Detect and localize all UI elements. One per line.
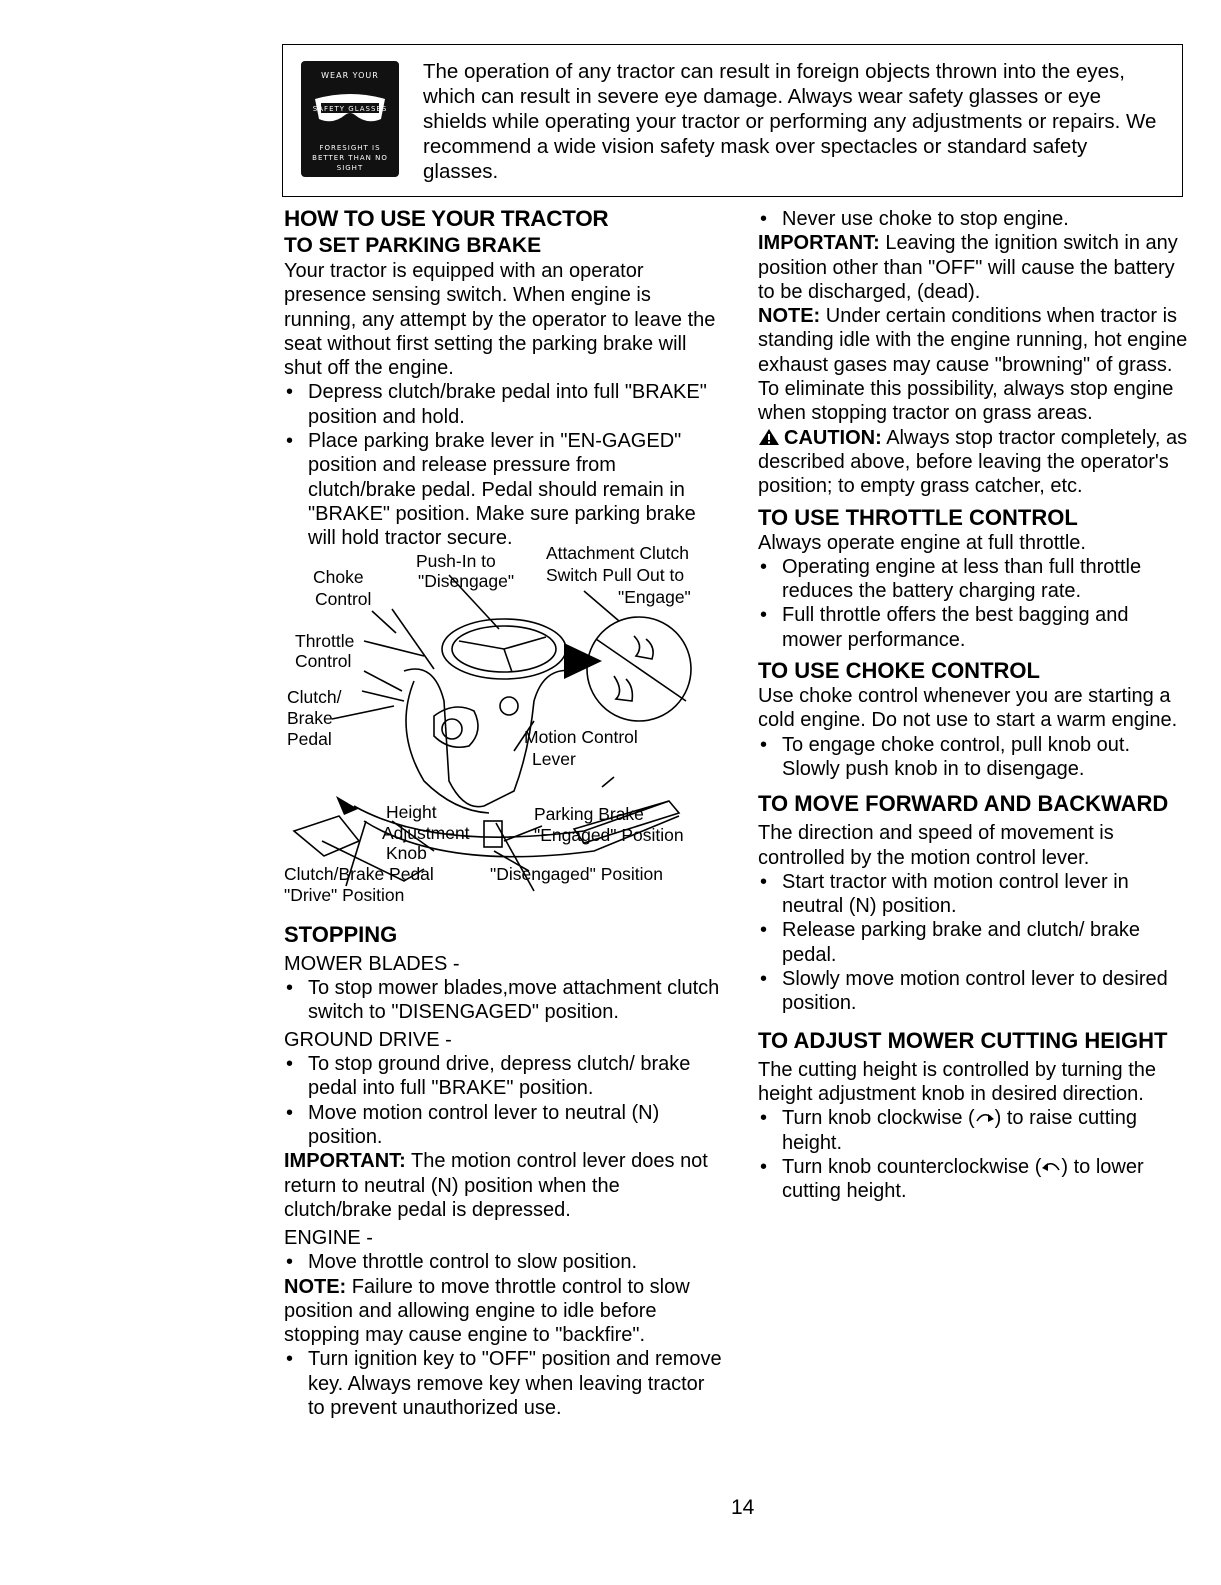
icon-caption-top: WEAR YOUR: [321, 71, 379, 80]
right-column: [758, 207, 1188, 1203]
list-item: • Depress clutch/brake pedal into full "BRAKE" position and hold.: [284, 380, 724, 429]
height-heading: TO ADJUST MOWER CUTTING HEIGHT: [758, 1027, 1168, 1053]
label-lever: Lever: [532, 748, 576, 769]
parking-brake-heading: TO SET PARKING BRAKE: [284, 234, 542, 257]
list-item: • Never use choke to stop engine.: [758, 207, 1188, 231]
list-item: • Move throttle control to slow position.: [284, 1250, 724, 1274]
throttle-intro: Always operate engine at full throttle.: [758, 531, 1086, 554]
important-note: [284, 1149, 724, 1222]
icon-caption-mid: SAFETY GLASSES: [312, 105, 388, 113]
list-item: [758, 1155, 1188, 1204]
label-choke-control: Control: [315, 588, 372, 609]
warning-text: The operation of any tractor can result in foreign objects thrown into the eyes, which can result in severe eye damage. Always wear safety glasses or eye shields while operating your tractor or performing any adjustments or repairs. We recommend a wide vision safety mask over spectacles or standard safety glasses.: [423, 60, 1157, 183]
label-engage: "Engage": [618, 586, 691, 607]
note-label: NOTE:: [284, 1275, 347, 1298]
caution-icon: [758, 428, 780, 446]
move-intro: The direction and speed of movement is controlled by the motion control lever.: [758, 822, 1114, 869]
list-item: • To stop ground drive, depress clutch/ brake pedal into full "BRAKE" position.: [284, 1052, 724, 1101]
caution-label: CAUTION:: [784, 426, 882, 449]
engine-note: [284, 1275, 724, 1348]
caution-text: Always stop tractor completely, as described above, before leaving the operator's position; to empty grass catcher, etc.: [758, 426, 1188, 498]
parking-bullets: [284, 380, 724, 550]
important-label: IMPORTANT:: [758, 232, 880, 255]
tractor-controls-diagram: [284, 542, 724, 916]
note-text: Failure to move throttle control to slow position and allowing engine to idle before stopping may cause engine to "backfire".: [284, 1275, 690, 1347]
height-intro: The cutting height is controlled by turning the height adjustment knob in desired direction.: [758, 1058, 1157, 1105]
mower-bullets: [284, 976, 724, 1025]
safety-warning-box: [282, 44, 1183, 197]
label-knob: Knob: [386, 842, 427, 863]
label-throttle-control: Control: [295, 650, 352, 671]
engine-label: ENGINE -: [284, 1227, 373, 1250]
label-disengage: "Disengage": [418, 570, 515, 591]
list-item: • To engage choke control, pull knob out. Slowly push knob in to disengage.: [758, 733, 1188, 782]
engine-bullets-2: [284, 1347, 724, 1420]
height-b1-b: ) to raise cutting height.: [782, 1107, 1137, 1154]
height-b2-a: Turn knob counterclockwise (: [782, 1155, 1042, 1178]
throttle-bullets: [758, 555, 1188, 652]
right-note: [758, 304, 1188, 425]
section-title: HOW TO USE YOUR TRACTOR: [284, 206, 609, 231]
throttle-heading: TO USE THROTTLE CONTROL: [758, 504, 1078, 530]
list-item: • Move motion control lever to neutral (N) position.: [284, 1101, 724, 1150]
label-pedal: Pedal: [287, 728, 332, 749]
label-throttle: Throttle: [295, 630, 355, 651]
note-label: NOTE:: [758, 305, 821, 328]
list-item: • Slowly move motion control lever to desired position.: [758, 967, 1188, 1016]
choke-warning-bullet: [758, 207, 1188, 231]
label-engaged-position: "Engaged" Position: [534, 824, 684, 845]
parking-intro: Your tractor is equipped with an operator presence sensing switch. When engine is running, any attempt by the operator to leave the seat without first setting the parking brake will shut off the engine.: [284, 260, 716, 380]
height-bullets: [758, 1106, 1188, 1203]
list-item: [758, 1106, 1188, 1155]
stopping-heading: STOPPING: [284, 921, 398, 947]
label-drive-position: "Drive" Position: [284, 884, 405, 905]
label-clutch-brake-pedal: Clutch/Brake Pedal: [284, 863, 434, 884]
height-b1-a: Turn knob clockwise (: [782, 1107, 975, 1130]
choke-intro: Use choke control whenever you are starting a cold engine. Do not use to start a warm engine.: [758, 685, 1178, 732]
label-brake: Brake: [287, 707, 333, 728]
label-disengaged-position: "Disengaged" Position: [490, 863, 663, 884]
caution-note: [758, 426, 1188, 499]
important-text: The motion control lever does not return to neutral (N) position when the clutch/brake pedal is depressed.: [284, 1150, 708, 1221]
important-label: IMPORTANT:: [284, 1150, 406, 1173]
icon-caption-bottom: FORESIGHT IS BETTER THAN NO SIGHT: [312, 144, 388, 172]
list-item: • Full throttle offers the best bagging and mower performance.: [758, 603, 1188, 652]
list-item: • Place parking brake lever in "EN-GAGED" position and release pressure from clutch/brake pedal. Pedal should remain in "BRAKE" position. Make sure parking brake will hold tractor secure.: [284, 429, 724, 550]
label-height: Height: [386, 801, 437, 822]
move-bullets: [758, 870, 1188, 1016]
label-switch-pull: Switch Pull Out to: [546, 564, 685, 585]
choke-bullets: [758, 733, 1188, 782]
right-important-note: [758, 231, 1188, 304]
height-b2-b: ) to lower cutting height.: [782, 1155, 1144, 1203]
label-parking-brake: Parking Brake: [534, 803, 644, 824]
engine-bullets: [284, 1250, 724, 1274]
note-text: Under certain conditions when tractor is standing idle with the engine running, hot engine exhaust gases may cause "browning" of grass. To eliminate this possibility, always stop engine when stopping tractor on grass areas.: [758, 305, 1188, 425]
label-push-in: Push-In to: [416, 550, 496, 571]
label-adjustment: Adjustment: [382, 822, 470, 843]
safety-glasses-icon: [301, 61, 399, 177]
label-clutch: Clutch/: [287, 686, 342, 707]
label-choke: Choke: [313, 566, 364, 587]
move-heading: TO MOVE FORWARD AND BACKWARD: [758, 791, 1169, 817]
mower-blades-label: MOWER BLADES -: [284, 952, 460, 975]
page-number: 14: [731, 1496, 755, 1519]
clockwise-arrow-icon: [975, 1111, 995, 1125]
list-item: • Operating engine at less than full throttle reduces the battery charging rate.: [758, 555, 1188, 604]
list-item: • Release parking brake and clutch/ brake pedal.: [758, 918, 1188, 967]
ground-bullets: [284, 1052, 724, 1149]
ground-drive-label: GROUND DRIVE -: [284, 1029, 452, 1052]
list-item: • To stop mower blades,move attachment clutch switch to "DISENGAGED" position.: [284, 976, 724, 1025]
important-text: Leaving the ignition switch in any position other than "OFF" will cause the battery to be discharged, (dead).: [758, 232, 1178, 303]
counterclockwise-arrow-icon: [1041, 1160, 1061, 1174]
list-item: • Start tractor with motion control lever in neutral (N) position.: [758, 870, 1188, 919]
label-motion-control: Motion Control: [524, 726, 638, 747]
choke-heading: TO USE CHOKE CONTROL: [758, 658, 1040, 684]
label-attachment-clutch: Attachment Clutch: [546, 542, 689, 563]
list-item: • Turn ignition key to "OFF" position and remove key. Always remove key when leaving tractor to prevent unauthorized use.: [284, 1347, 724, 1420]
left-column: [284, 205, 724, 1420]
